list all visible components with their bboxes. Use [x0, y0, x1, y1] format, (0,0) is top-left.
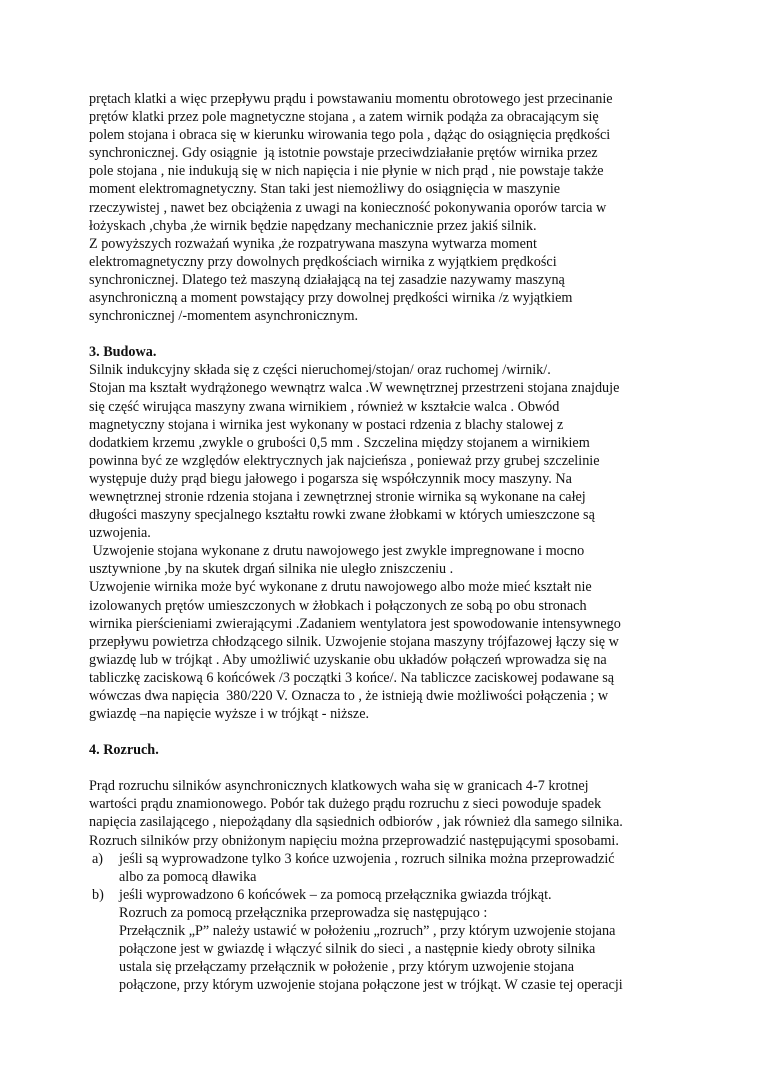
- text-line: jeśli są wyprowadzone tylko 3 końce uzwojenia , rozruch silnika można przeprowadzić: [119, 850, 615, 867]
- text-line: połączone jest w gwiazdę i włączyć silnik do sieci , a następnie kiedy obroty silnika: [119, 941, 596, 958]
- text-line: usztywnione ,by na skutek drgań silnika nie uległo zniszczeniu .: [89, 561, 454, 578]
- text-line: wówczas dwa napięcia 380/220 V. Oznacza to , że istnieją dwie możliwości połączenia ; w: [89, 688, 609, 704]
- text-line: synchronicznej. Gdy osiągnie ją istotnie powstaje przeciwdziałanie prętów wirnika przez: [89, 145, 598, 162]
- text-line: dodatkiem krzemu ,zwykle o grubości 0,5 mm . Szczelina między stojanem a wirnikiem: [89, 434, 590, 451]
- text-line: elektromagnetyczny przy dowolnych prędkościach wirnika z wyjątkiem prędkości: [89, 253, 557, 270]
- text-line: prętów klatki przez pole magnetyczne stojana , a zatem wirnik podąża za obracającym się: [89, 109, 599, 126]
- document-body: [89, 90, 674, 994]
- text-line: synchronicznej /-momentem asynchronicznym.: [89, 308, 359, 325]
- text-line: asynchroniczną a moment powstający przy dowolnej prędkości wirnika /z wyjątkiem: [89, 290, 573, 307]
- text-line: napięcia zasilającego , niepożądany dla sąsiednich odbiorów , jak również dla samego silnika.: [89, 814, 623, 831]
- paragraph-gap: [89, 723, 674, 741]
- text-line: Rozruch za pomocą przełącznika przeprowadza się następująco :: [119, 904, 488, 921]
- text-line: łożyskach ,chyba ,że wirnik będzie napędzany mechanicznie przez jakiś silnik.: [89, 217, 537, 234]
- text-line: długości maszyny specjalnego kształtu rowki zwane żłobkami w których umieszczone są: [89, 507, 595, 524]
- section-heading-budowa: 3. Budowa.: [89, 344, 157, 361]
- text-line: albo za pomocą dławika: [119, 868, 257, 885]
- text-line: Prąd rozruchu silników asynchronicznych klatkowych waha się w granicach 4-7 krotnej: [89, 778, 589, 795]
- intro-paragraph: [89, 90, 674, 325]
- text-line: izolowanych prętów umieszczonych w żłobkach i połączonych ze sobą po obu stronach: [89, 597, 587, 614]
- text-line: Stojan ma kształt wydrążonego wewnątrz walca .W wewnętrznej przestrzeni stojana znajduje: [89, 380, 620, 397]
- list-marker: a): [92, 850, 104, 867]
- text-line: ustala się przełączamy przełącznik w położenie , przy którym uzwojenie stojana: [119, 959, 574, 976]
- text-line: występuje duży prąd biegu jałowego i pogarsza się współczynnik mocy maszyny. Na: [89, 470, 572, 487]
- rozruch-methods-list: [89, 850, 674, 995]
- text-line: Z powyższych rozważań wynika ,że rozpatrywana maszyna wytwarza moment: [89, 235, 537, 252]
- paragraph-gap: [89, 325, 674, 343]
- text-line: Rozruch silników przy obniżonym napięciu można przeprowadzić następującymi sposobami.: [89, 832, 619, 849]
- text-line: powinna być ze względów elektrycznych jak najcieńsza , ponieważ przy grubej szczelinie: [89, 452, 600, 469]
- text-line: gwiazdę lub w trójkąt . Aby umożliwić uzyskanie obu układów połączeń wprowadza się na: [89, 651, 607, 668]
- text-line: synchronicznej. Dlatego też maszyną działającą na tej zasadzie nazywamy maszyną: [89, 271, 565, 288]
- text-line: tabliczkę zaciskową 6 końcówek /3 początki 3 końce/. Na tabliczce zaciskowej podawane są: [89, 669, 615, 686]
- text-line: pole stojana , nie indukują się w nich napięcia i nie płynie w nich prąd , nie powstaje także: [89, 163, 604, 180]
- list-item: [89, 850, 674, 886]
- list-item: [89, 886, 674, 995]
- budowa-paragraph: [89, 361, 674, 723]
- text-line: wewnętrznej stronie rdzenia stojana i zewnętrznej stronie wirnika są wykonane na całej: [89, 488, 586, 505]
- text-line: wirnika pierścieniami zwierającymi .Zadaniem wentylatora jest spowodowanie intensywnego: [89, 615, 621, 632]
- text-line: połączone, przy którym uzwojenie stojana połączone jest w trójkąt. W czasie tej operacji: [119, 977, 623, 994]
- text-line: jeśli wyprowadzono 6 końcówek – za pomocą przełącznika gwiazda trójkąt.: [119, 886, 552, 903]
- text-line: uzwojenia.: [89, 525, 151, 542]
- text-line: prętach klatki a więc przepływu prądu i powstawaniu momentu obrotowego jest przecinanie: [89, 91, 613, 107]
- paragraph-gap: [89, 759, 674, 777]
- rozruch-paragraph: [89, 777, 674, 849]
- section-heading-rozruch: 4. Rozruch.: [89, 742, 159, 759]
- text-line: Przełącznik „P” należy ustawić w położeniu „rozruch” , przy którym uzwojenie stojana: [119, 923, 616, 940]
- text-line: gwiazdę –na napięcie wyższe i w trójkąt - niższe.: [89, 706, 370, 723]
- text-line: się część wirująca maszyny zwana wirnikiem , również w kształcie walca . Obwód: [89, 398, 560, 415]
- text-line: Uzwojenie wirnika może być wykonane z drutu nawojowego albo może mieć kształt nie: [89, 579, 592, 596]
- text-line: moment elektromagnetyczny. Stan taki jest niemożliwy do osiągnięcia w maszynie: [89, 181, 561, 198]
- text-line: polem stojana i obraca się w kierunku wirowania tego pola , dążąc do osiągnięcia prędkości: [89, 127, 611, 144]
- text-line: przepływu powietrza chłodzącego silnik. Uzwojenie stojana maszyny trójfazowej łączy się w: [89, 633, 619, 650]
- text-line: magnetyczny stojana i wirnika jest wykonany w postaci rdzenia z blachy stalowej z: [89, 416, 564, 433]
- text-line: rzeczywistej , nawet bez obciążenia z uwagi na konieczność pokonywania oporów tarcia w: [89, 199, 607, 216]
- text-line: wartości prądu znamionowego. Pobór tak dużego prądu rozruchu z sieci powoduje spadek: [89, 796, 602, 813]
- text-line: Silnik indukcyjny składa się z części nieruchomej/stojan/ oraz ruchomej /wirnik/.: [89, 362, 551, 379]
- list-marker: b): [92, 886, 104, 903]
- text-line: Uzwojenie stojana wykonane z drutu nawojowego jest zwykle impregnowane i mocno: [89, 543, 585, 560]
